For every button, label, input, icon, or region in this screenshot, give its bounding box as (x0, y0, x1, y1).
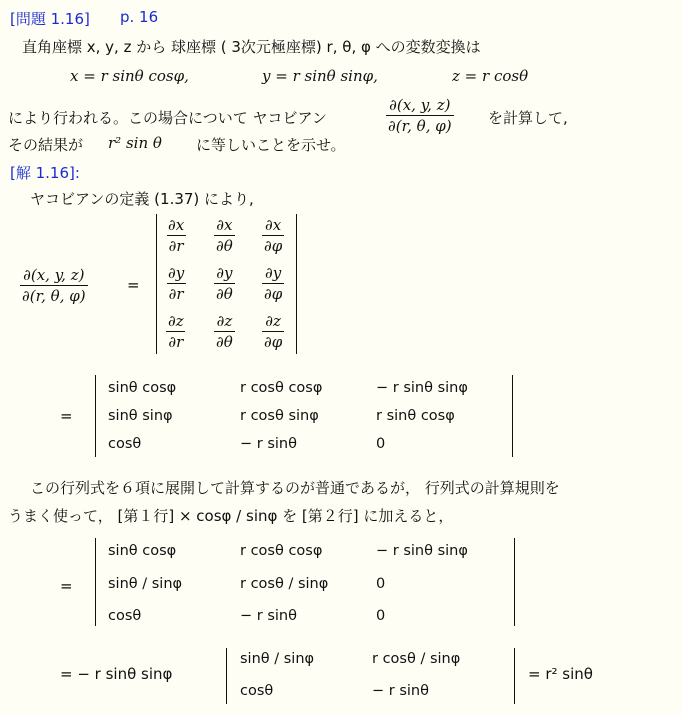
partial-derivative (166, 216, 186, 255)
lhs-jacobian-fraction (20, 266, 88, 305)
problem-statement-line4a: その結果が (8, 136, 84, 154)
matrix-cell: − r sinθ (240, 436, 297, 452)
matrix-cell: 0 (376, 576, 386, 592)
matrix-cell: − r sinθ sinφ (376, 543, 468, 559)
partial-numerator: ∂z (168, 312, 184, 330)
partial-denominator: ∂θ (216, 285, 233, 303)
equation-x: x = r sinθ cosφ, (70, 67, 189, 85)
jacobian-numerator: ∂(x, y, z) (389, 96, 451, 114)
partial-denominator: ∂θ (216, 237, 233, 255)
explanation-line1: この行列式を６項に展開して計算するのが普通であるが， 行列式の計算規則を (30, 479, 560, 497)
equation-y: y = r sinθ sinφ, (262, 67, 378, 85)
partial-numerator: ∂x (216, 216, 233, 234)
matrix-cell: 0 (376, 608, 386, 624)
matrix-cell: sinθ / sinφ (240, 651, 315, 667)
det3-left-bar (95, 538, 96, 626)
partial-denominator: ∂r (168, 237, 184, 255)
jacobian-fraction (386, 96, 454, 135)
matrix-cell: − r sinθ (240, 608, 297, 624)
lhs-numerator: ∂(x, y, z) (23, 266, 85, 284)
problem-statement-line3b: を計算して, (488, 109, 568, 127)
partial-numerator: ∂x (168, 216, 185, 234)
partial-derivative (262, 216, 284, 255)
det2-right-bar (512, 375, 513, 457)
det1-right-bar (296, 214, 297, 354)
final-result: = r² sinθ (528, 665, 593, 683)
partial-numerator: ∂z (216, 312, 233, 330)
partial-derivative (214, 216, 235, 255)
det3-right-bar (514, 538, 515, 626)
matrix-cell: − r sinθ sinφ (376, 380, 468, 396)
problem-statement-line1: 直角座標 x, y, z から 球座標 ( 3次元極座標) r, θ, φ への変数変換は (22, 38, 481, 56)
matrix-cell: sinθ / sinφ (108, 576, 183, 592)
partial-denominator: ∂θ (216, 333, 233, 351)
solution-label: [解 1.16]: (10, 164, 80, 182)
matrix-cell: cosθ (240, 683, 274, 699)
matrix-cell: cosθ (108, 436, 142, 452)
partial-derivative (214, 264, 235, 303)
matrix-cell: sinθ sinφ (108, 408, 173, 424)
solution-intro: ヤコビアンの定義 (1.37) により, (30, 190, 254, 208)
partial-denominator: ∂φ (264, 237, 283, 255)
matrix-cell: r cosθ cosφ (240, 543, 323, 559)
partial-derivative (262, 264, 284, 303)
partial-derivative (262, 312, 284, 351)
problem-label: [問題 1.16] (10, 10, 90, 28)
det4-right-bar (514, 648, 515, 704)
equals-sign: = (60, 407, 73, 425)
partial-derivative (166, 264, 186, 303)
matrix-cell: r cosθ cosφ (240, 380, 323, 396)
equation-z: z = r cosθ (452, 67, 529, 85)
jacobian-denominator: ∂(r, θ, φ) (388, 117, 452, 135)
partial-numerator: ∂y (265, 264, 282, 282)
matrix-cell: r cosθ / sinφ (240, 576, 329, 592)
page-reference: p. 16 (120, 8, 159, 26)
det2-left-bar (95, 375, 96, 457)
partial-denominator: ∂r (168, 333, 184, 351)
matrix-cell: r cosθ sinφ (240, 408, 319, 424)
result-expression: r² sin θ (108, 134, 162, 152)
partial-derivative (166, 312, 186, 351)
equals-sign: = (60, 577, 73, 595)
matrix-cell: r sinθ cosφ (376, 408, 455, 424)
matrix-cell: sinθ cosφ (108, 543, 177, 559)
partial-derivative (214, 312, 235, 351)
partial-numerator: ∂y (168, 264, 185, 282)
equals-sign: = (127, 276, 140, 294)
partial-numerator: ∂y (216, 264, 233, 282)
partial-numerator: ∂z (265, 312, 281, 330)
partial-denominator: ∂r (168, 285, 184, 303)
matrix-cell: sinθ cosφ (108, 380, 177, 396)
matrix-cell: r cosθ / sinφ (372, 651, 461, 667)
problem-statement-line3a: により行われる。この場合について ヤコビアン (8, 109, 327, 127)
explanation-line2: うまく使って， [第１行] × cosφ / sinφ を [第２行] に加えると， (8, 507, 454, 525)
problem-statement-line4c: に等しいことを示せ。 (196, 136, 346, 154)
partial-numerator: ∂x (265, 216, 282, 234)
det4-left-bar (226, 648, 227, 704)
matrix-cell: 0 (376, 436, 386, 452)
final-prefix: = − r sinθ sinφ (60, 665, 173, 683)
det1-left-bar (156, 214, 157, 354)
partial-denominator: ∂φ (264, 285, 283, 303)
partial-denominator: ∂φ (264, 333, 283, 351)
lhs-denominator: ∂(r, θ, φ) (22, 287, 86, 305)
matrix-cell: cosθ (108, 608, 142, 624)
matrix-cell: − r sinθ (372, 683, 429, 699)
